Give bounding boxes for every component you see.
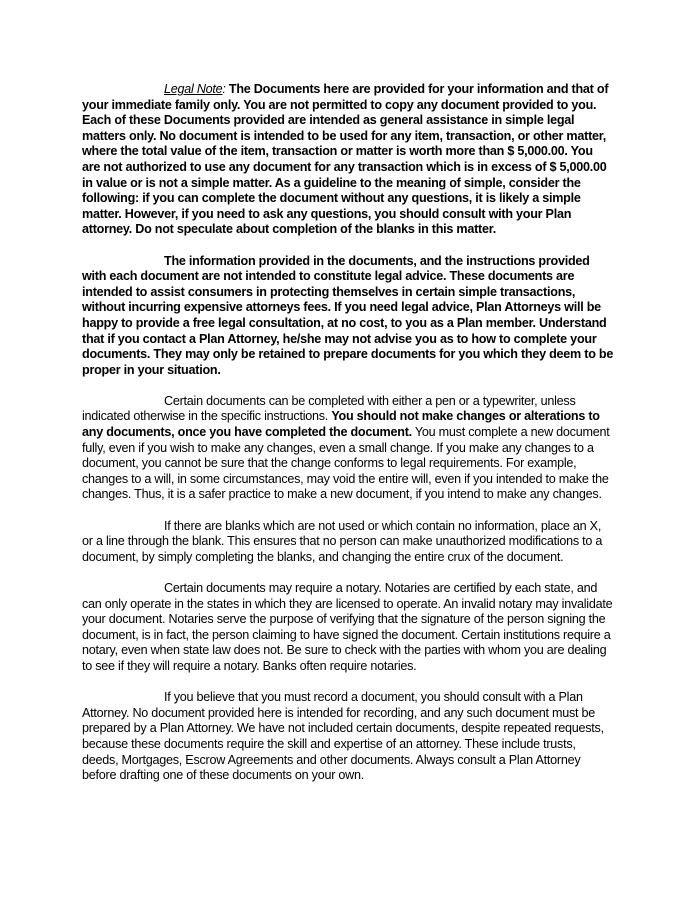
legal-advice-text: The information provided in the documents, and the instructions provided with each document are not intended to constitute legal advice. These documents are intended to assist consumers in protecting themselves in certain simple transactions, without incurring expensive attorneys fees. If you need legal advice, Plan Attorneys will be happy to provide a free legal consultation, at no cost, to you as a Plan member. Understand that if you contact a Plan Attorney, he/she may not advise you as to how to complete your documents. They may only be retained to prepare documents for you which they deem to be proper in your situation. <box>82 253 614 377</box>
legal-note-text: The Documents here are provided for your information and that of your immediate family only. You are not permitted to copy any document provided to you. Each of these Documents provided are intended as general assistance in simple legal matters only. No document is intended to be used for any item, transaction, or other matter, where the total value of the item, transaction or matter is worth more than $ 5,000.00. You are not authorized to use any document for any transaction which is in excess of $ 5,000.00 in value or is not a simple matter. As a guideline to the meaning of simple, consider the following: if you can complete the document without any questions, it is likely a simple matter. However, if you need to ask any questions, you should consult with your Plan attorney. Do not speculate about completion of the blanks in this matter. <box>82 82 609 237</box>
legal-note-label: Legal Note <box>164 82 223 96</box>
blanks-paragraph <box>82 519 614 566</box>
legal-note-colon: : <box>222 82 226 96</box>
completion-warning: You should not make changes or alterations to any documents, once you have completed the document. <box>82 409 600 440</box>
document-page <box>82 82 614 799</box>
legal-advice-paragraph <box>82 254 614 379</box>
completion-text-b: You must complete a new document fully, even if you wish to make any changes, even a small change. If you make any changes to a document, you cannot be sure that the change conforms to legal requirements. For example, changes to a will, in some circumstances, may void the entire will, even if you intended to make the changes. Thus, it is a safer practice to make a new document, if you intend to make any changes. <box>82 425 610 502</box>
legal-note-paragraph <box>82 82 614 238</box>
notary-text: Certain documents may require a notary. Notaries are certified by each state, and can only operate in the states in which they are licensed to operate. An invalid notary may invalidate your document. Notaries serve the purpose of verifying that the signature of the person signing the document, is in fact, the person claiming to have signed the document. Certain institutions require a notary, even when state law does not. Be sure to check with the parties with whom you are dealing to see if they will require a notary. Banks often require notaries. <box>82 581 613 673</box>
completion-paragraph <box>82 394 614 503</box>
completion-text-a: Certain documents can be completed with either a pen or a typewriter, unless indicated otherwise in the specific instructions. <box>82 393 576 424</box>
blanks-text: If there are blanks which are not used or which contain no information, place an X, or a line through the blank. This ensures that no person can make unauthorized modifications to a document, by simply completing the blanks, and changing the entire crux of the document. <box>82 518 603 564</box>
recording-text: If you believe that you must record a document, you should consult with a Plan Attorney. No document provided here is intended for recording, and any such document must be prepared by a Plan Attorney. We have not included certain documents, despite repeated requests, because these documents require the skill and expertise of an attorney. These include trusts, deeds, Mortgages, Escrow Agreements and other documents. Always consult a Plan Attorney before drafting one of these documents on your own. <box>82 690 604 783</box>
recording-paragraph <box>82 690 614 784</box>
notary-paragraph <box>82 581 614 675</box>
